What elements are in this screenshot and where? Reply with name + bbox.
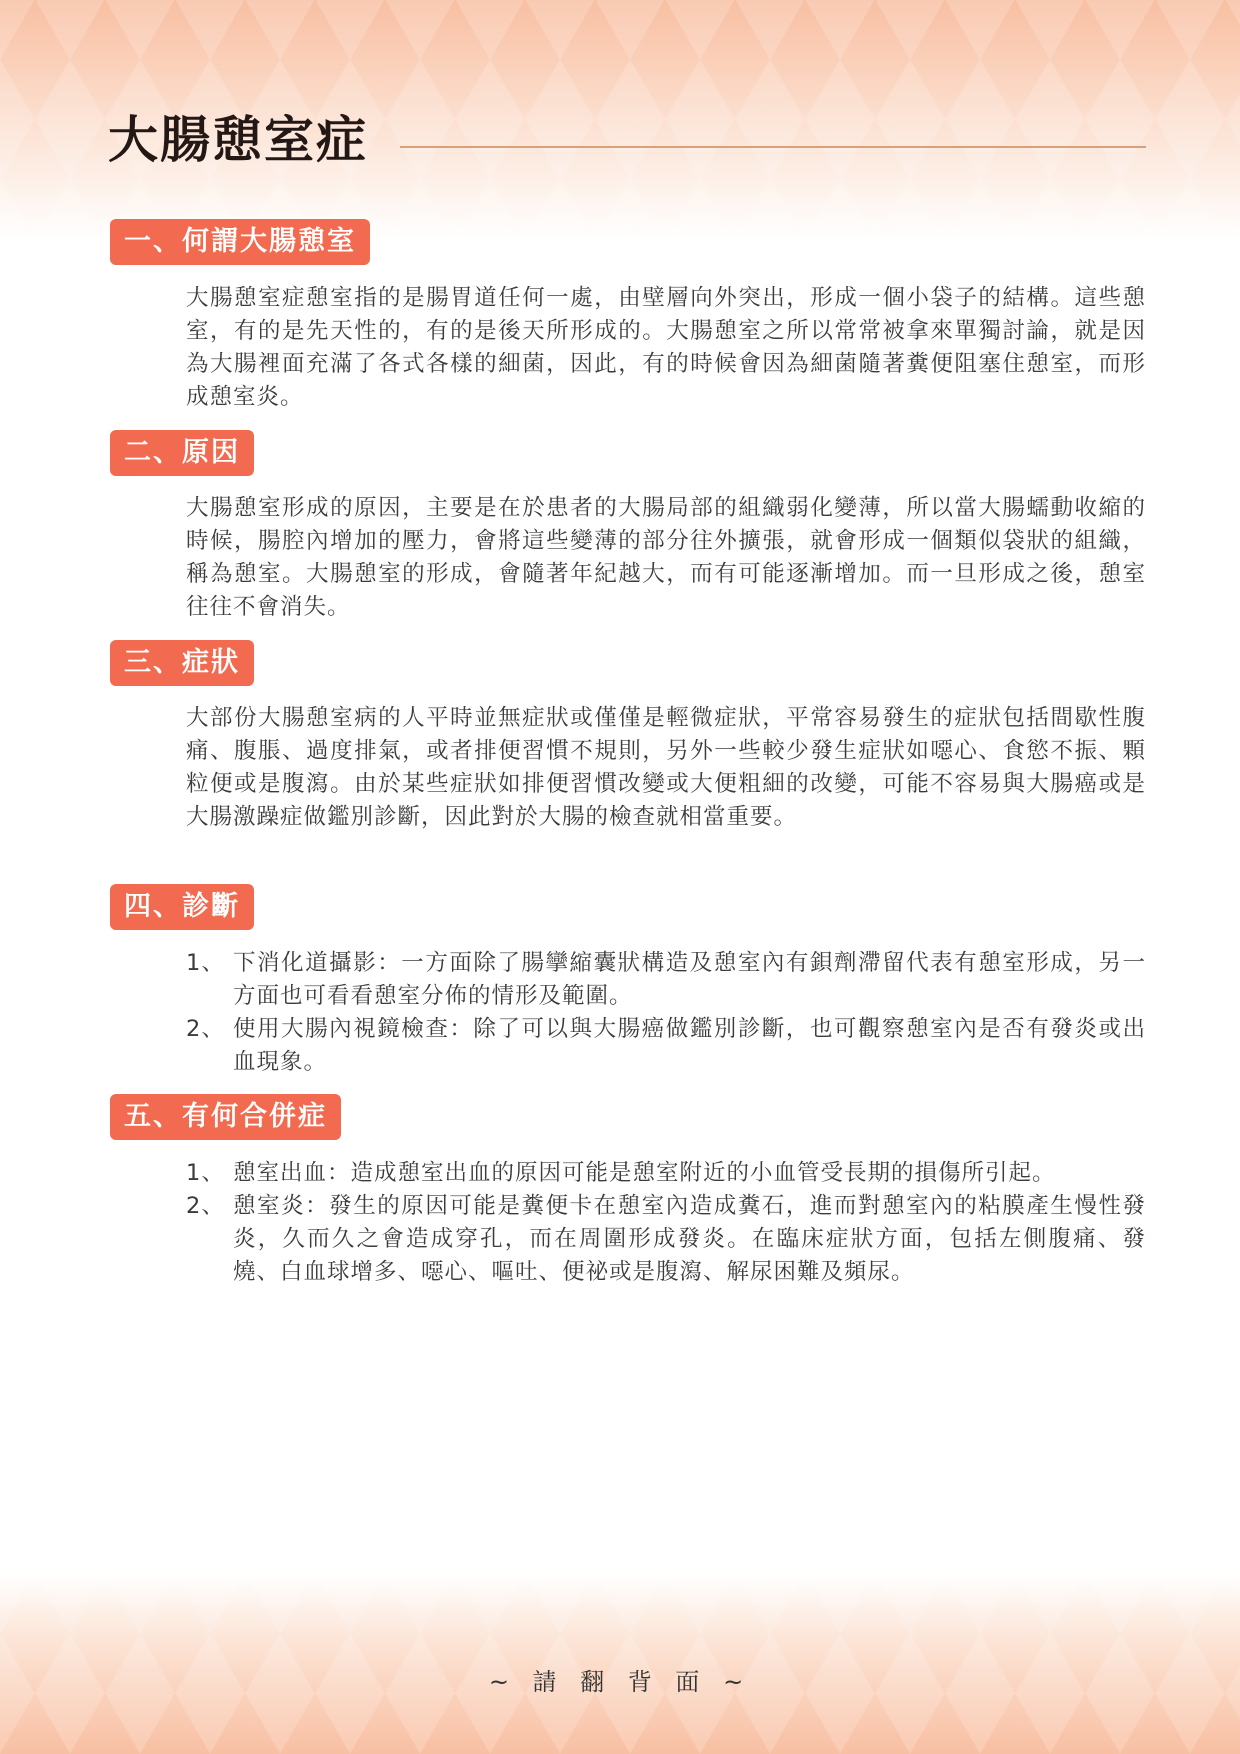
section-body-definition: 大腸憩室症憩室指的是腸胃道任何一處，由壁層向外突出，形成一個小袋子的結構。這些憩室，有的是先天性的，有的是後天所形成的。大腸憩室之所以常常被拿來單獨討論，就是因為大腸裡面充滿了各式各樣的細菌，因此，有的時候會因為細菌隨著糞便阻塞住憩室，而形成憩室炎。: [186, 285, 1146, 410]
list-text: 下消化道攝影：一方面除了腸攣縮囊狀構造及憩室內有鋇劑滯留代表有憩室形成，另一方面也可看看憩室分佈的情形及範圍。: [233, 950, 1146, 1009]
complications-list: [186, 1157, 1146, 1289]
list-text: 憩室出血：造成憩室出血的原因可能是憩室附近的小血管受長期的損傷所引起。: [233, 1160, 1056, 1186]
section-body-causes: 大腸憩室形成的原因，主要是在於患者的大腸局部的組織弱化變薄，所以當大腸蠕動收縮的時候，腸腔內增加的壓力，會將這些變薄的部分往外擴張，就會形成一個類似袋狀的組織，稱為憩室。大腸憩室的形成，會隨著年紀越大，而有可能逐漸增加。而一旦形成之後，憩室往往不會消失。: [186, 495, 1146, 620]
turn-page-note: ~ 請 翻 背 面 ~: [488, 1668, 752, 1696]
list-number: 1、: [186, 1160, 225, 1186]
section-heading-diagnosis: 四、診斷: [110, 884, 254, 930]
list-text: 使用大腸內視鏡檢查：除了可以與大腸癌做鑑別診斷，也可觀察憩室內是否有發炎或出血現象。: [233, 1016, 1146, 1075]
list-item: [186, 1157, 1146, 1190]
list-number: 2、: [186, 1193, 225, 1219]
title-divider: [400, 146, 1146, 148]
list-number: 1、: [186, 950, 225, 976]
diagnosis-list: [186, 947, 1146, 1079]
section-heading-symptoms: 三、症狀: [110, 640, 254, 686]
section-heading-definition: 一、何謂大腸憩室: [110, 219, 370, 265]
list-item: [186, 1013, 1146, 1079]
list-text: 憩室炎：發生的原因可能是糞便卡在憩室內造成糞石，進而對憩室內的粘膜產生慢性發炎，久而久之會造成穿孔，而在周圍形成發炎。在臨床症狀方面，包括左側腹痛、發燒、白血球增多、噁心、嘔吐、便祕或是腹瀉、解尿困難及頻尿。: [233, 1193, 1146, 1285]
section-heading-complications: 五、有何合併症: [110, 1094, 341, 1140]
list-item: [186, 947, 1146, 1013]
page-title: 大腸憩室症: [108, 111, 368, 169]
list-number: 2、: [186, 1016, 225, 1042]
section-body-symptoms: 大部份大腸憩室病的人平時並無症狀或僅僅是輕微症狀，平常容易發生的症狀包括間歇性腹痛、腹脹、過度排氣，或者排便習慣不規則，另外一些較少發生症狀如噁心、食慾不振、顆粒便或是腹瀉。由於某些症狀如排便習慣改變或大便粗細的改變，可能不容易與大腸癌或是大腸激躁症做鑑別診斷，因此對於大腸的檢查就相當重要。: [186, 705, 1146, 830]
list-item: [186, 1190, 1146, 1289]
section-heading-causes: 二、原因: [110, 430, 254, 476]
